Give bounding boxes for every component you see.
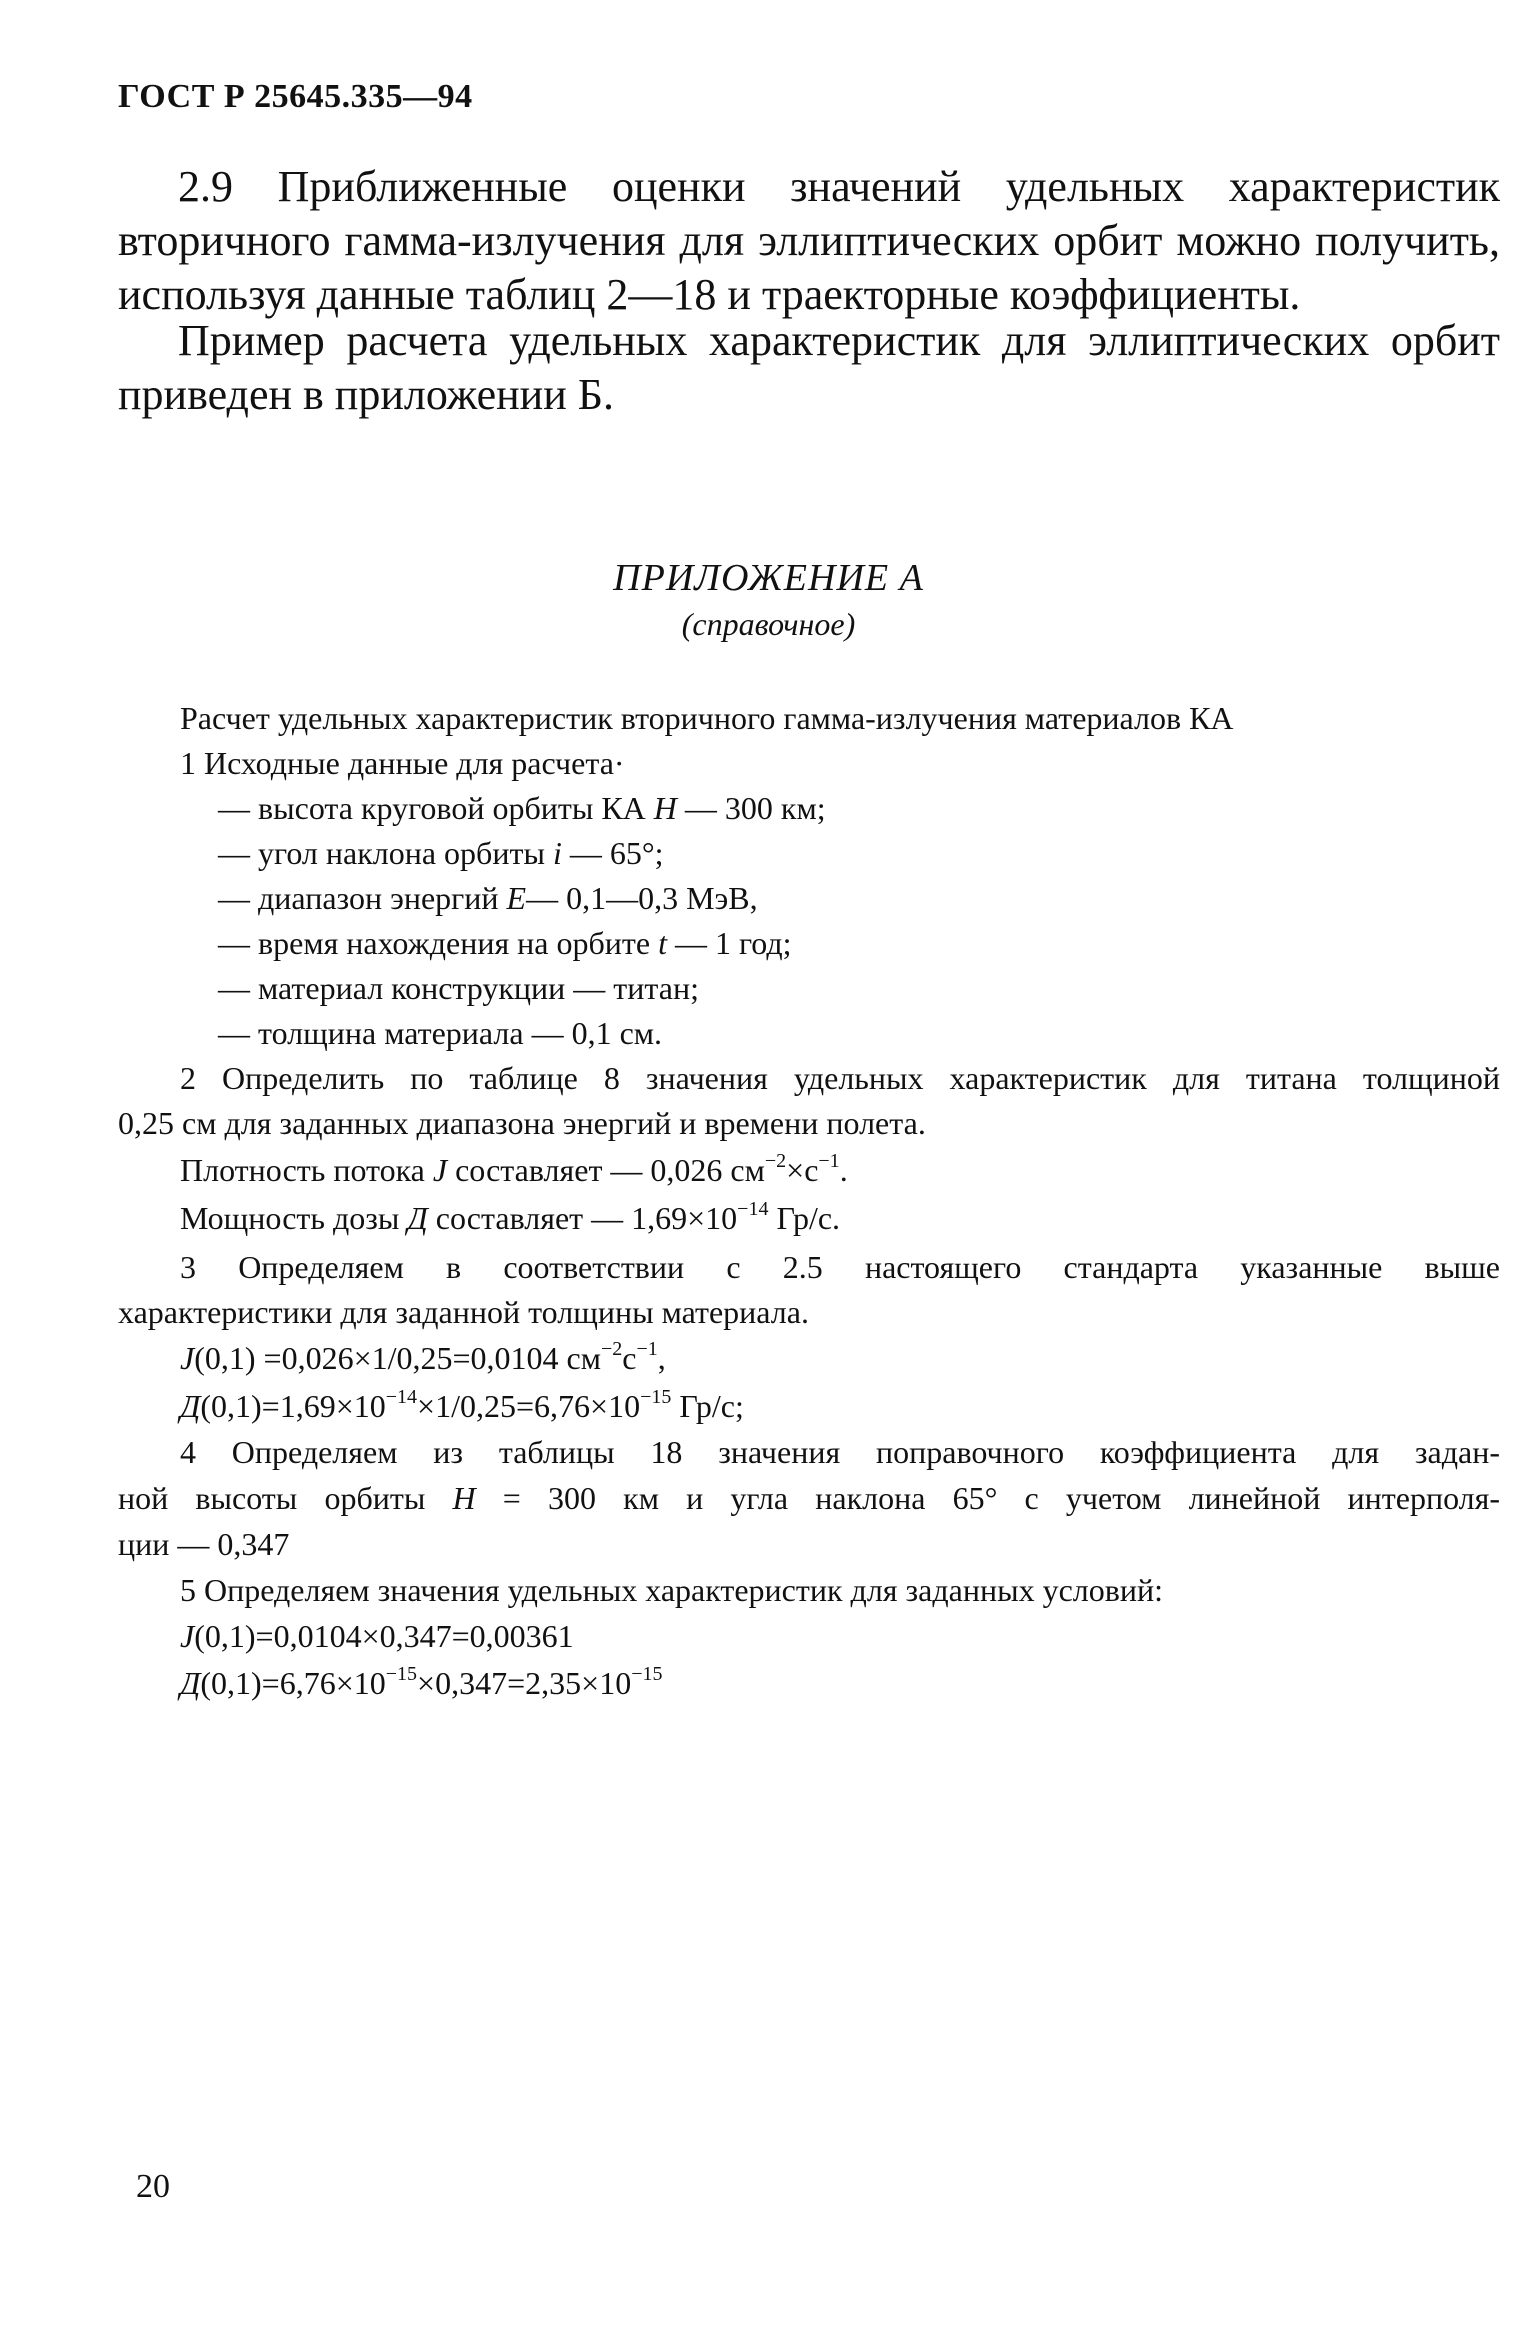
paragraph-example-reference: Пример расчета удельных характеристик для эллиптических орбит приведен в приложении Б. bbox=[118, 316, 1500, 419]
list-item: — материал конструкции — титан; bbox=[218, 970, 699, 1006]
step1-title: 1 Исходные данные для расчета· bbox=[180, 745, 625, 781]
document-header: ГОСТ Р 25645.335—94 bbox=[118, 78, 473, 115]
appendix-heading: Расчет удельных характеристик вторичного гамма-излучения материалов КА bbox=[180, 700, 1234, 736]
step2-line2: 0,25 см для заданных диапазона энергий и времени полета. bbox=[118, 1105, 926, 1141]
page-number: 20 bbox=[136, 2168, 170, 2205]
list-item: — высота круговой орбиты КА H — 300 км; bbox=[218, 790, 826, 826]
appendix-subtitle: (справочное) bbox=[681, 606, 856, 642]
step4-line1: 4 Определяем из таблицы 18 значения поправочного коэффициента для задан- bbox=[180, 1434, 1500, 1470]
flux-density-line: Плотность потока J составляет — 0,026 $см^{-2}\times с^{-1}$. bbox=[180, 1150, 848, 1188]
formula-dose: $Д(0,1)=1,69\times 10^{-14}\times 1/0,25=6,76\times 10^{-15}$ Гр/с; bbox=[180, 1386, 744, 1424]
step2-line1: 2 Определить по таблице 8 значения удельных характеристик для титана толщиной bbox=[180, 1060, 1500, 1096]
list-item: — толщина материала — 0,1 см. bbox=[218, 1015, 663, 1051]
step3-line2: характеристики для заданной толщины материала. bbox=[118, 1294, 809, 1330]
appendix-title: ПРИЛОЖЕНИЕ А bbox=[613, 557, 924, 599]
list-item: — время нахождения на орбите t — 1 год; bbox=[218, 925, 792, 961]
step5-line1: 5 Определяем значения удельных характеристик для заданных условий: bbox=[180, 1572, 1163, 1608]
result-dose: $Д(0,1)=6,76\times 10^{-15}\times 0,347=2,35\times 10^{-15}$ bbox=[180, 1663, 663, 1701]
paragraph-2-9: 2.9 Приближенные оценки значений удельных характеристик вторичного гамма-излучения для эллиптических орбит можно получить, используя данные таблиц 2—18 и траекторные коэффициенты. bbox=[118, 162, 1500, 319]
formula-flux: J(0,1) =0,026×1/0,25=0,0104 $см^{-2}с^{-1}$, bbox=[180, 1338, 666, 1376]
list-item: — угол наклона орбиты i — 65°; bbox=[218, 835, 664, 871]
list-item: — диапазон энергий E— 0,1—0,3 МэВ, bbox=[218, 880, 758, 916]
dose-rate-line: Мощность дозы Д составляет — $1,69\times 10^{-14}$ Гр/с. bbox=[180, 1198, 841, 1236]
step3-line1: 3 Определяем в соответствии с 2.5 настоящего стандарта указанные выше bbox=[180, 1249, 1500, 1285]
result-flux: J(0,1)=0,0104×0,347=0,00361 bbox=[180, 1618, 574, 1654]
step4-line2: ной высоты орбиты H = 300 км и угла наклона 65° с учетом линейной интерполя- bbox=[118, 1480, 1501, 1516]
step4-line3: ции — 0,347 bbox=[118, 1526, 290, 1562]
